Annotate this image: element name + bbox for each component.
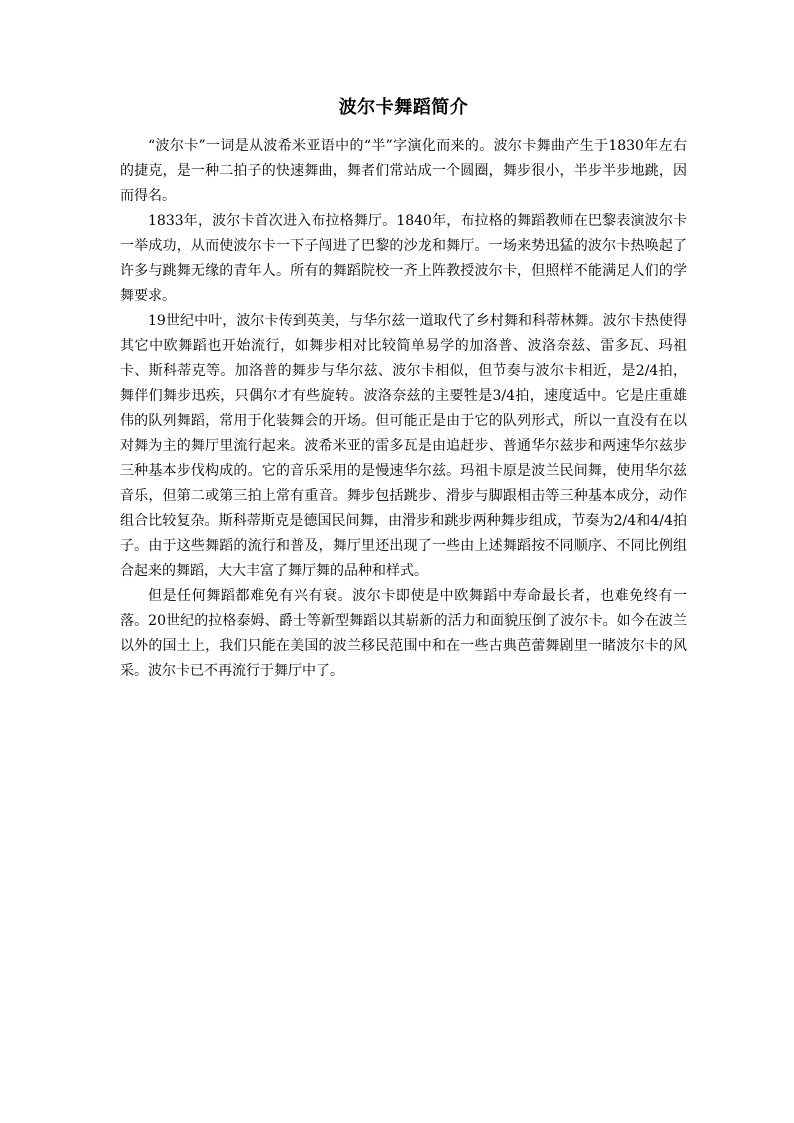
paragraph-prague-paris: 1833年，波尔卡首次进入布拉格舞厅。1840年，布拉格的舞蹈教师在巴黎表演波尔卡一举成功，从而使波尔卡一下子闯进了巴黎的沙龙和舞厅。一场来势迅猛的波尔卡热唤起了许多与跳舞无缘的青年人。所有的舞蹈院校一齐上阵教授波尔卡，但照样不能满足人们的学舞要求。	[120, 213, 687, 304]
paragraph-decline: 但是任何舞蹈都难免有兴有衰。波尔卡即使是中欧舞蹈中寿命最长者，也难免终有一落。20世纪的拉格泰姆、爵士等新型舞蹈以其崭新的活力和面貌压倒了波尔卡。如今在波兰以外的国土上，我们只能在美国的波兰移民范围中和在一些古典芭蕾舞剧里一睹波尔卡的风采。波尔卡已不再流行于舞厅中了。	[120, 588, 687, 679]
document-page	[120, 96, 687, 684]
paragraph-origin: “波尔卡”一词是从波希米亚语中的“半”字演化而来的。波尔卡舞曲产生于1830年左右的捷克，是一种二拍子的快速舞曲，舞者们常站成一个圆圈，舞步很小，半步半步地跳，因而得名。	[120, 138, 687, 204]
document-title: 波尔卡舞蹈简介	[338, 97, 469, 118]
paragraph-spread-other-dances: 19世纪中叶，波尔卡传到英美，与华尔兹一道取代了乡村舞和科蒂林舞。波尔卡热使得其它中欧舞蹈也开始流行，如舞步相对比较简单易学的加洛普、波洛奈兹、雷多瓦、玛祖卡、斯科蒂克等。加洛普的舞步与华尔兹、波尔卡相似，但节奏与波尔卡相近，是2/4拍，舞伴们舞步迅疾，只偶尔才有些旋转。波洛奈兹的主要牲是3/4拍，速度适中。它是庄重雄伟的队列舞蹈，常用于化装舞会的开场。但可能正是由于它的队列形式，所以一直没有在以对舞为主的舞厅里流行起来。波希米亚的雷多瓦是由追赶步、普通华尔兹步和两速华尔兹步三种基本步伐构成的。它的音乐采用的是慢速华尔兹。玛祖卡原是波兰民间舞，使用华尔兹音乐，但第二或第三拍上常有重音。舞步包括跳步、滑步与脚跟相击等三种基本成分，动作组合比较复杂。斯科蒂斯克是德国民间舞，由滑步和跳步两种舞步组成，节奏为2/4和4/4拍子。由于这些舞蹈的流行和普及，舞厅里还出现了一些由上述舞蹈按不同顺序、不同比例组合起来的舞蹈，大大丰富了舞厅舞的品种和样式。	[120, 313, 687, 579]
